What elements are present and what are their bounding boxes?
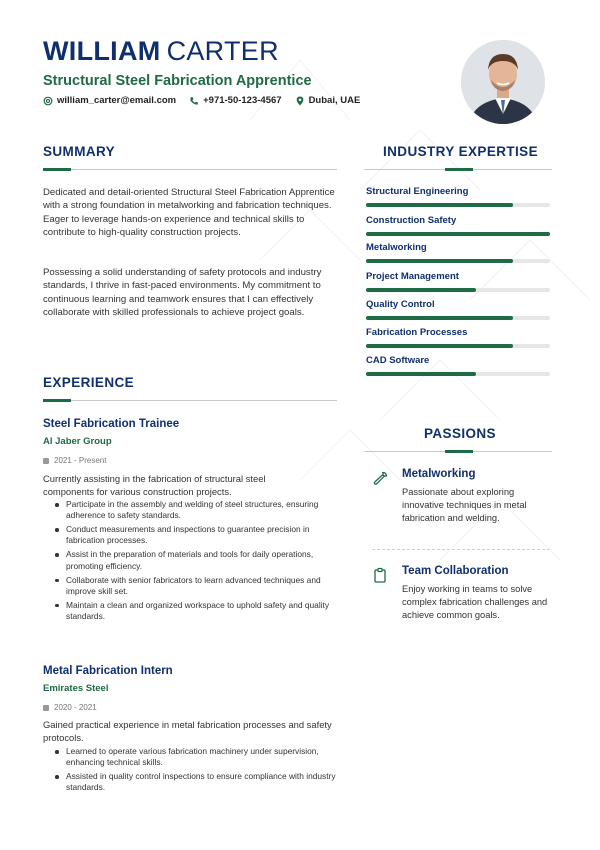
skill-bar-track — [366, 203, 550, 207]
skill-bar-fill — [366, 203, 513, 207]
contact-bar — [43, 95, 373, 106]
skill-name: Project Management — [366, 271, 459, 282]
headline: Structural Steel Fabrication Apprentice — [43, 73, 312, 89]
passion-title: Metalworking — [402, 468, 476, 480]
job-summary: Currently assisting in the fabrication of structural steel components for various construction projects. — [43, 473, 266, 498]
experience-heading: EXPERIENCE — [43, 375, 135, 390]
wrench-icon — [372, 471, 388, 487]
job-dates — [43, 456, 106, 465]
clipboard-icon — [372, 567, 388, 583]
company-name: Emirates Steel — [43, 683, 109, 694]
summary-divider — [43, 169, 337, 170]
job-dates-text: 2020 - 2021 — [54, 703, 97, 712]
passion-title: Team Collaboration — [402, 565, 509, 577]
skill-name: Structural Engineering — [366, 186, 469, 197]
skill-name: Quality Control — [366, 299, 435, 310]
skill-bar-track — [366, 372, 550, 376]
calendar-icon — [43, 705, 49, 711]
summary-accent — [43, 168, 71, 171]
job-bullets — [66, 499, 341, 625]
location-pin-icon — [295, 96, 305, 106]
company-name: Al Jaber Group — [43, 436, 112, 447]
skill-bar-track — [366, 288, 550, 292]
phone-text: +971-50-123-4567 — [203, 95, 282, 106]
email-text: william_carter@email.com — [57, 95, 177, 106]
skill-bar-fill — [366, 316, 513, 320]
skill-bar-track — [366, 232, 550, 236]
skill-item — [366, 327, 552, 348]
list-item: Collaborate with senior fabricators to learn advanced techniques and improve skill set. — [66, 575, 341, 598]
skill-bar-track — [366, 316, 550, 320]
list-item: Conduct measurements and inspections to guarantee precision in fabrication processes. — [66, 524, 341, 547]
contact-email[interactable] — [43, 95, 176, 106]
experience-accent — [43, 399, 71, 402]
first-name: WILLIAM — [43, 36, 161, 66]
last-name: CARTER — [166, 36, 279, 66]
skill-bar-track — [366, 259, 550, 263]
passion-description: Passionate about exploring innovative techniques in metal fabrication and welding. — [402, 487, 527, 524]
list-item: Maintain a clean and organized workspace to uphold safety and quality standards. — [66, 600, 341, 623]
experience-divider — [43, 400, 337, 401]
contact-location — [295, 95, 361, 106]
portrait-illustration — [461, 40, 545, 124]
skill-name: Metalworking — [366, 242, 427, 253]
skill-item — [366, 355, 552, 376]
list-item: Assist in the preparation of materials and tools for daily operations, promoting efficiency. — [66, 549, 341, 572]
passion-description: Enjoy working in teams to solve complex fabrication challenges and achieve common goals. — [402, 584, 548, 621]
list-item: Assisted in quality control inspections to ensure compliance with industry standards. — [66, 771, 341, 794]
skill-item — [366, 186, 552, 207]
skill-name: Fabrication Processes — [366, 327, 468, 338]
job-summary: Gained practical experience in metal fabrication processes and safety protocols. — [43, 719, 332, 744]
summary-paragraph-2: Possessing a solid understanding of safety protocols and industry standards, I thrive in fast-paced environments. My commitment to continuous learning and teamwork ensures that I can effectively collaborate with skilled professionals to achieve project goals. — [43, 267, 322, 319]
passions-accent — [445, 450, 473, 453]
skill-name: Construction Safety — [366, 215, 457, 226]
skill-name: CAD Software — [366, 355, 430, 366]
skill-item — [366, 299, 552, 320]
candidate-name — [43, 36, 279, 67]
summary-heading: SUMMARY — [43, 144, 116, 159]
calendar-icon — [43, 458, 49, 464]
job-title: Steel Fabrication Trainee — [43, 418, 180, 430]
skill-bar-fill — [366, 288, 476, 292]
job-dates — [43, 703, 97, 712]
expertise-heading: INDUSTRY EXPERTISE — [383, 144, 538, 159]
list-item: Participate in the assembly and welding of steel structures, ensuring adherence to safety standards. — [66, 499, 341, 522]
skill-item — [366, 215, 552, 236]
location-text: Dubai, UAE — [308, 95, 361, 106]
skill-bar-fill — [366, 372, 476, 376]
skill-item — [366, 242, 552, 263]
skill-bar-fill — [366, 259, 513, 263]
skill-bar-track — [366, 344, 550, 348]
job-bullets — [66, 746, 341, 796]
contact-phone[interactable] — [189, 95, 281, 106]
passions-heading: PASSIONS — [424, 426, 496, 441]
phone-icon — [189, 96, 199, 106]
expertise-accent — [445, 168, 473, 171]
passion-divider — [372, 549, 550, 550]
skill-bar-fill — [366, 344, 513, 348]
summary-paragraph-1: Dedicated and detail-oriented Structural Steel Fabrication Apprentice with a strong foundation in metalworking and fabrication techniques. Eager to leverage hands-on experience and technical skills to contribute to high-quality construction projects. — [43, 187, 335, 239]
list-item: Learned to operate various fabrication machinery under supervision, enhancing technical skills. — [66, 746, 341, 769]
skill-item — [366, 271, 552, 292]
at-icon — [43, 96, 53, 106]
skill-bar-fill — [366, 232, 550, 236]
profile-photo — [461, 40, 545, 124]
job-dates-text: 2021 - Present — [54, 456, 107, 465]
job-title: Metal Fabrication Intern — [43, 665, 173, 677]
